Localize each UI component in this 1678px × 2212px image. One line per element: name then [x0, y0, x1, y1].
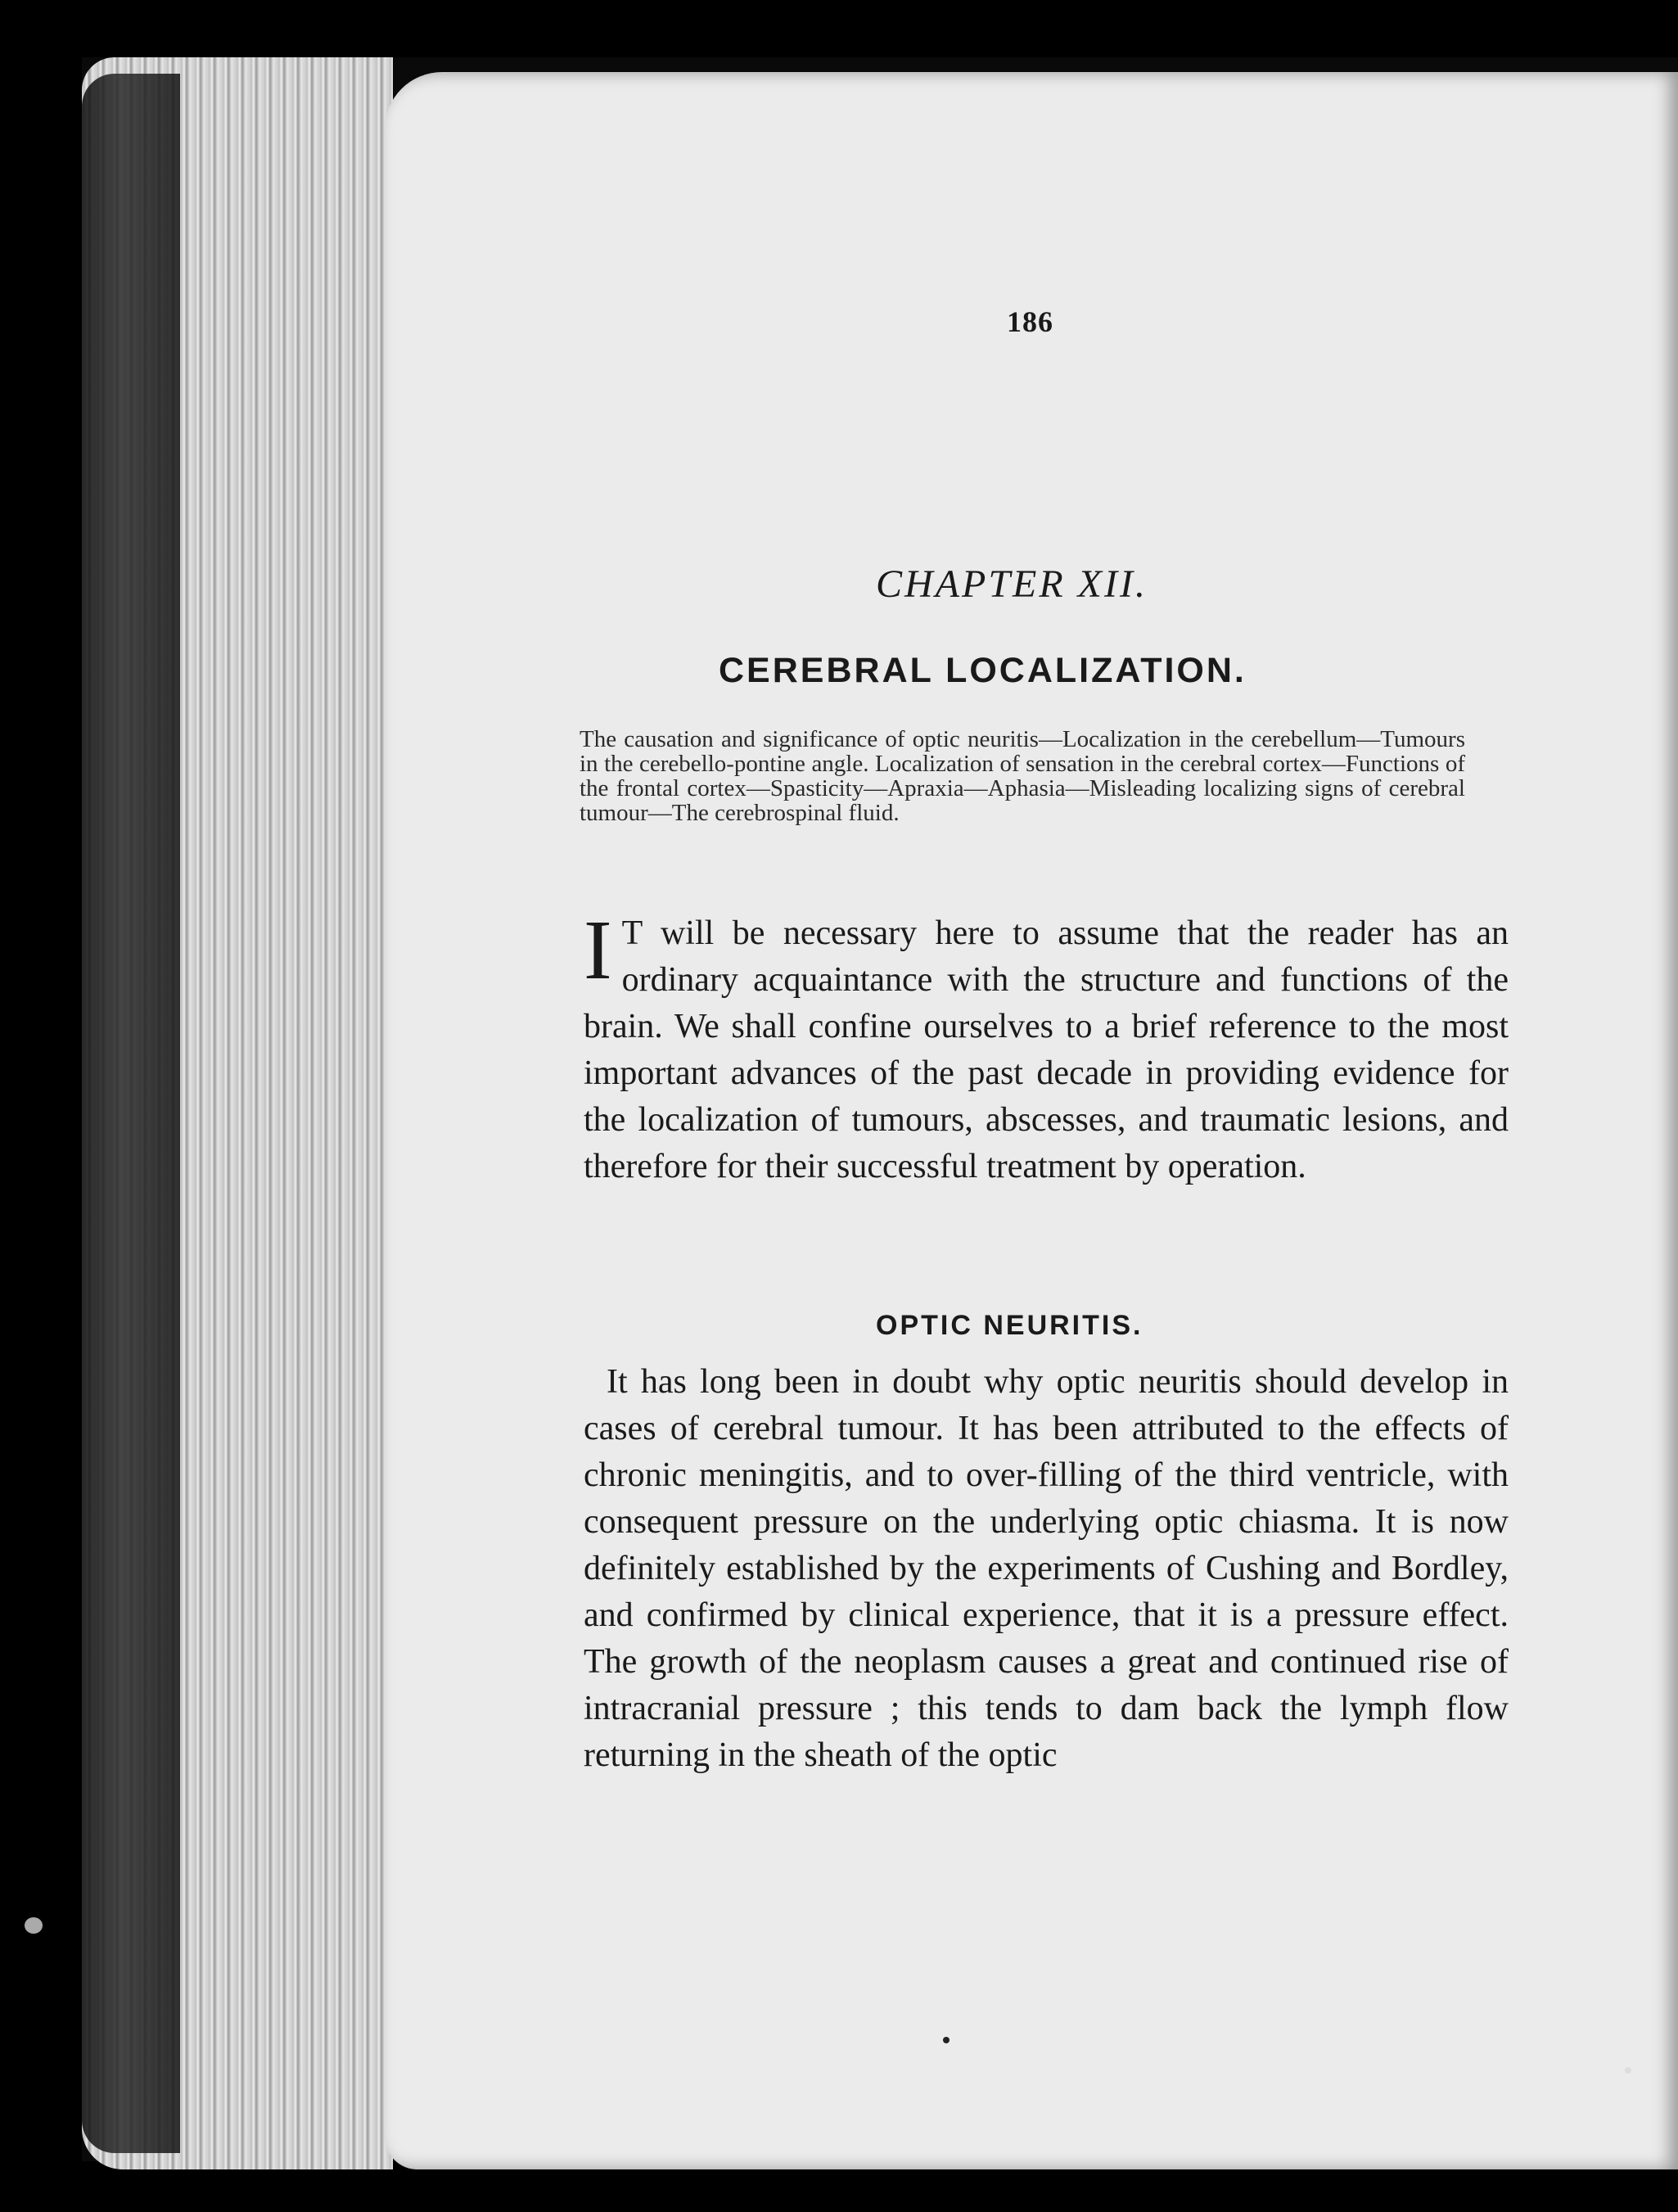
drop-cap: I	[584, 903, 612, 997]
chapter-synopsis: The causation and significance of optic neuritis—Localization in the cerebellum—Tumours in the cerebello-pontine angle. Localization of sensation in the cerebral cortex—Functions of the frontal cortex—Spasticity—Apraxia—Aphasia—Misleading localizing signs of cerebral tumour—The cerebrospinal fluid.	[580, 726, 1465, 826]
film-speck	[1625, 2067, 1631, 2074]
page-speck	[943, 2037, 950, 2043]
chapter-label: CHAPTER XII.	[876, 562, 1148, 606]
opening-paragraph-text: T will be necessary here to assume that the reader has an ordinary acquaintance with the structure and functions of the brain. We shall confine ourselves to a brief reference to the most important advances of the past decade in providing evidence for the localization of tumours, abscesses, and traumatic lesions, and therefore for their successful treatment by operation.	[584, 914, 1509, 1185]
section-paragraph: It has long been in doubt why optic neuritis should develop in cases of cerebral tumour. It has been attributed to the effects of chronic meningitis, and to over-filling of the third ventricle, with consequent pressure on the underlying optic chiasma. It is now definitely established by the experiments of Cushing and Bordley, and confirmed by clinical experience, that it is a pressure effect. The growth of the neoplasm causes a great and continued rise of intracranial pressure ; this tends to dam back the lymph flow returning in the sheath of the optic	[584, 1363, 1509, 1774]
film-speck	[25, 1917, 43, 1934]
opening-paragraph	[584, 903, 1509, 1190]
section-heading: OPTIC NEURITIS.	[876, 1310, 1143, 1341]
page-number: 186	[1007, 305, 1053, 338]
book-spine	[82, 74, 180, 2153]
chapter-title: CEREBRAL LOCALIZATION.	[719, 651, 1247, 690]
